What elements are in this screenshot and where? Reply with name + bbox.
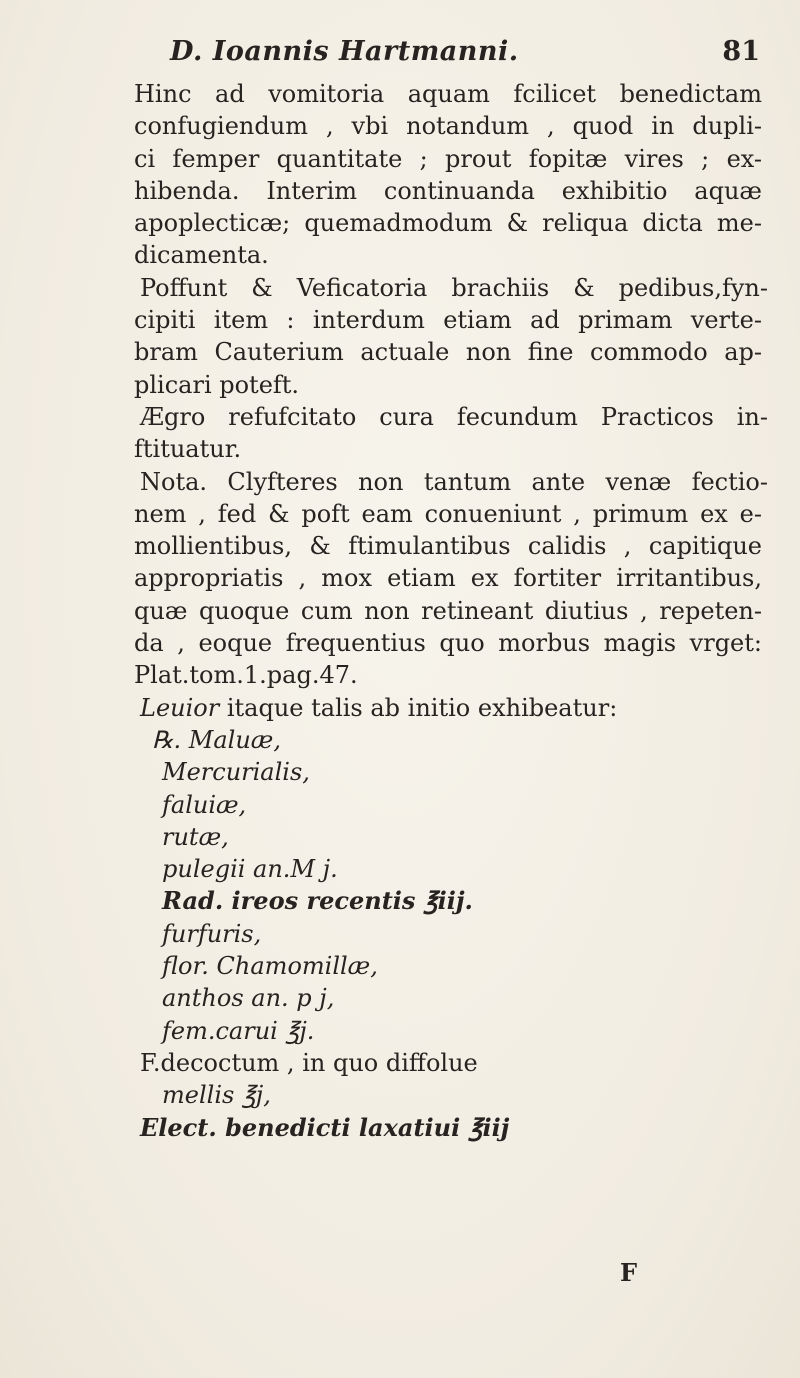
text-line: confugiendum , vbi notandum , quod in dupli- bbox=[134, 112, 762, 141]
text-line: ftituatur. bbox=[134, 435, 242, 464]
paragraph-vesicatoria bbox=[134, 272, 774, 401]
text-line: hibenda. Interim continuanda exhibitio aquæ bbox=[134, 176, 762, 205]
paragraph-aegro bbox=[134, 401, 774, 466]
recipe-list bbox=[134, 724, 774, 1144]
recipe-intro-rest: itaque talis ab initio exhibeatur: bbox=[219, 693, 618, 722]
recipe-line: ℞. Maluæ, bbox=[152, 725, 281, 754]
text-line: appropriatis , mox etiam ex fortiter irritantibus, bbox=[134, 564, 762, 593]
text-line: Ægro refufcitato cura fecundum Practicos in- bbox=[140, 402, 768, 431]
recipe-line: Rad. ireos recentis ℥iij. bbox=[162, 886, 473, 916]
text-line: apoplecticæ; quemadmodum & reliqua dicta me- bbox=[134, 209, 762, 238]
recipe-line: flor. Chamomillæ, bbox=[162, 952, 378, 981]
running-head: D. Ioannis Hartmanni. bbox=[170, 36, 519, 67]
recipe-line: Elect. benedicti laxatiui ℥iij bbox=[140, 1112, 510, 1142]
recipe-intro-italic: Leuior bbox=[140, 693, 220, 722]
recipe-line: rutæ, bbox=[162, 822, 229, 851]
text-line: bram Cauterium actuale non fine commodo ap- bbox=[134, 338, 762, 367]
recipe-line: Mercurialis, bbox=[162, 758, 310, 787]
page-header bbox=[140, 36, 760, 82]
text-line: plicari poteft. bbox=[134, 370, 300, 399]
paragraph-nota bbox=[134, 466, 774, 692]
recipe-line: pulegii an.M j. bbox=[162, 855, 338, 884]
catchword: F bbox=[620, 1258, 638, 1287]
page-body bbox=[134, 78, 774, 1144]
page-number: 81 bbox=[722, 36, 760, 67]
recipe-line: faluiæ, bbox=[162, 790, 247, 819]
recipe-line: fem.carui ℥j. bbox=[162, 1016, 315, 1045]
text-line: ci femper quantitate ; prout fopitæ vires ; ex- bbox=[134, 144, 762, 173]
text-line: cipiti item : interdum etiam ad primam verte- bbox=[134, 306, 762, 335]
text-line: nem , fed & poft eam conueniunt , primum ex e- bbox=[134, 499, 762, 528]
recipe-line: furfuris, bbox=[162, 919, 262, 948]
text-line: Plat.tom.1.pag.47. bbox=[134, 661, 358, 690]
text-line: da , eoque frequentius quo morbus magis vrget: bbox=[134, 629, 762, 658]
paragraph-vomitoria bbox=[134, 78, 774, 272]
text-line: mollientibus, & ftimulantibus calidis , capitique bbox=[134, 532, 762, 561]
recipe-line: F.decoctum , in quo diffolue bbox=[140, 1048, 478, 1077]
recipe-line: mellis ℥j, bbox=[162, 1081, 271, 1110]
recipe-line: anthos an. p j, bbox=[162, 984, 335, 1013]
text-line: dicamenta. bbox=[134, 241, 269, 270]
text-line: quæ quoque cum non retineant diutius , repeten- bbox=[134, 596, 762, 625]
text-line: Hinc ad vomitoria aquam fcilicet benedictam bbox=[134, 80, 762, 108]
text-line: Nota. Clyfteres non tantum ante venæ fectio- bbox=[140, 467, 768, 496]
recipe-intro bbox=[134, 692, 774, 724]
text-line: Poffunt & Veficatoria brachiis & pedibus,fyn- bbox=[140, 273, 768, 302]
